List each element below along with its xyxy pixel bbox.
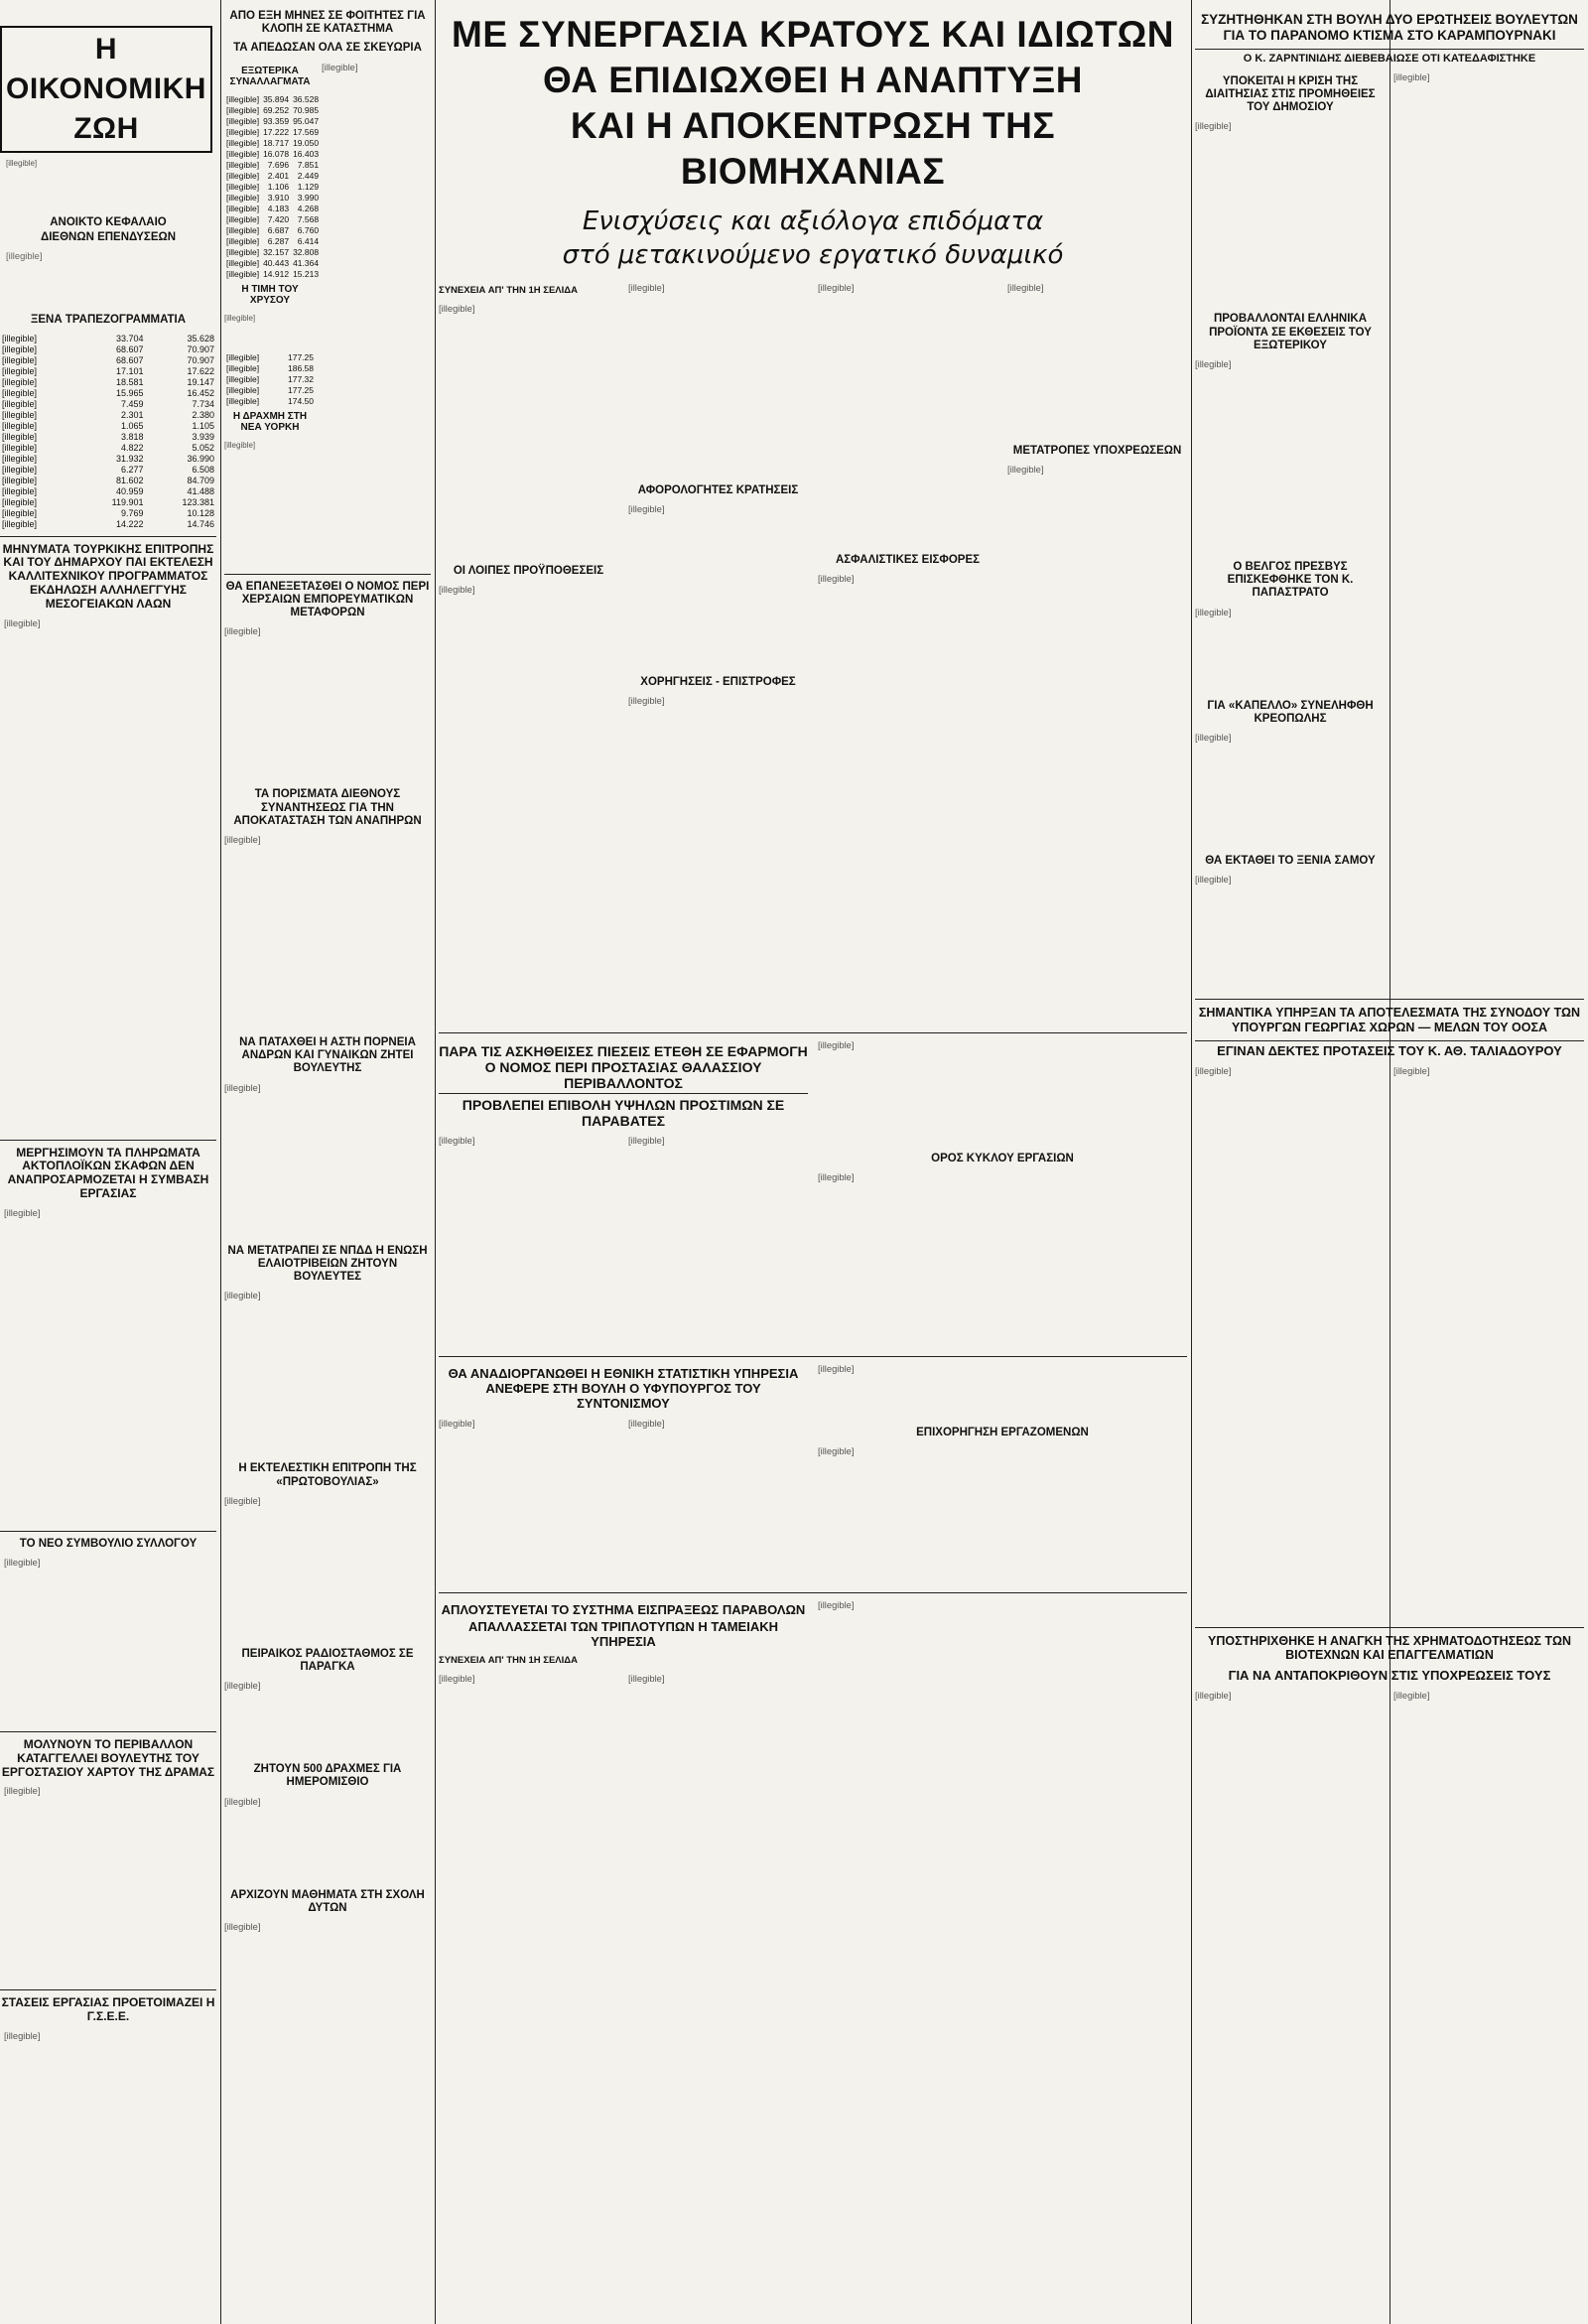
rate-value: 3.990 bbox=[297, 192, 320, 203]
rate-name: [illegible] bbox=[226, 257, 260, 268]
article-body: [illegible] bbox=[818, 1363, 855, 1375]
rate-row bbox=[224, 258, 321, 269]
article-body: [illegible] bbox=[439, 302, 475, 314]
rate-value: 7.568 bbox=[297, 213, 320, 224]
rate-value: 70.985 bbox=[293, 104, 320, 115]
rate-row bbox=[0, 410, 216, 421]
rate-value: 68.607 bbox=[115, 354, 144, 365]
rate-row bbox=[0, 476, 216, 486]
rate-name: [illegible] bbox=[226, 395, 260, 406]
rate-name: [illegible] bbox=[2, 507, 38, 518]
article-body: [illegible] bbox=[628, 1135, 665, 1147]
rate-value: 40.443 bbox=[263, 257, 290, 268]
rate-row bbox=[0, 497, 216, 508]
article-body: [illegible] bbox=[818, 282, 855, 293]
rate-row bbox=[224, 138, 321, 149]
article-body: [illegible] bbox=[628, 695, 665, 707]
rate-row bbox=[224, 160, 321, 171]
headline: ΜΕΡΓΗΣΙΜΟΥΝ ΤΑ ΠΛΗΡΩΜΑΤΑ ΑΚΤΟΠΛΟΪΚΩΝ ΣΚΑΦΩΝ ΔΕΝ ΑΝΑΠΡΟΣΑΡΜΟΖΕΤΑΙ Η ΣΥΜΒΑΣΗ ΕΡΓΑΣΙΑΣ bbox=[7, 1145, 209, 1201]
rate-value: 36.528 bbox=[293, 93, 320, 104]
article-body: [illegible] bbox=[628, 1418, 665, 1430]
rate-value: 10.128 bbox=[187, 507, 214, 518]
rate-value: 32.808 bbox=[293, 246, 320, 257]
article-body: [illegible] bbox=[1195, 1064, 1232, 1076]
rate-row bbox=[224, 396, 316, 407]
rate-value: 93.359 bbox=[263, 115, 290, 126]
rate-name: [illegible] bbox=[2, 376, 38, 387]
rate-row bbox=[0, 421, 216, 432]
rate-row bbox=[224, 94, 321, 105]
news-brief-title: ΤΑ ΑΠΕΔΩΣΑΝ ΟΛΑ ΣΕ ΣΚΕΥΩΡΙΑ bbox=[233, 42, 422, 55]
rate-row bbox=[0, 334, 216, 344]
headline: ΤΑ ΠΟΡΙΣΜΑΤΑ ΔΙΕΘΝΟΥΣ ΣΥΝΑΝΤΗΣΕΩΣ ΓΙΑ ΤΗΝ ΑΠΟΚΑΤΑΣΤΑΣΗ ΤΩΝ ΑΝΑΠΗΡΩΝ bbox=[233, 788, 422, 827]
lead-story bbox=[439, 0, 1187, 2324]
rate-value: 7.459 bbox=[120, 398, 144, 409]
rate-row bbox=[224, 149, 321, 160]
market-heading: ΔΙΕΘΝΩΝ ΕΠΕΝΔΥΣΕΩΝ bbox=[40, 231, 177, 244]
rate-name: [illegible] bbox=[2, 464, 38, 475]
rate-value: 19.050 bbox=[293, 137, 320, 148]
rate-row bbox=[0, 432, 216, 443]
rate-value: 68.607 bbox=[115, 343, 144, 354]
rate-name: [illegible] bbox=[226, 93, 260, 104]
rate-name: [illegible] bbox=[2, 333, 38, 343]
rate-value: 6.414 bbox=[297, 235, 320, 246]
rate-name: [illegible] bbox=[226, 373, 260, 384]
subhead: ΑΦΟΡΟΛΟΓΗΤΕΣ ΚΡΑΤΗΣΕΙΣ bbox=[637, 484, 799, 496]
article-body: [illegible] bbox=[628, 503, 665, 515]
rate-row bbox=[0, 519, 216, 530]
headline: ΓΙΑ «ΚΑΠΕΛΛΟ» ΣΥΝΕΛΗΦΘΗ ΚΡΕΟΠΩΛΗΣ bbox=[1207, 699, 1374, 725]
rate-row bbox=[224, 105, 321, 116]
left-column bbox=[0, 0, 216, 2324]
right-columns bbox=[1195, 0, 1584, 2324]
rate-value: 6.760 bbox=[297, 224, 320, 235]
rate-name: [illegible] bbox=[2, 442, 38, 453]
rate-value: 2.449 bbox=[297, 170, 320, 181]
rate-value: 177.25 bbox=[288, 384, 314, 395]
rate-value: 177.32 bbox=[288, 373, 314, 384]
rate-value: 18.581 bbox=[115, 376, 144, 387]
article-body: [illegible] bbox=[224, 625, 261, 637]
article-body: [illegible] bbox=[439, 1135, 475, 1147]
headline: Η ΕΚΤΕΛΕΣΤΙΚΗ ΕΠΙΤΡΟΠΗ ΤΗΣ «ΠΡΩΤΟΒΟΥΛΙΑΣ» bbox=[238, 1462, 417, 1488]
article-body: [illegible] bbox=[1393, 70, 1430, 82]
rate-name: [illegible] bbox=[226, 268, 260, 279]
masthead-side-notes: [illegible] bbox=[6, 159, 38, 168]
rate-value: 81.602 bbox=[115, 475, 144, 485]
rate-row bbox=[224, 236, 321, 247]
article-body: [illegible] bbox=[4, 1557, 41, 1569]
headline: ΥΠΟΚΕΙΤΑΙ Η ΚΡΙΣΗ ΤΗΣ ΔΙΑΙΤΗΣΙΑΣ ΣΤΙΣ ΠΡΟΜΗΘΕΙΕΣ ΤΟΥ ΔΗΜΟΣΙΟΥ bbox=[1205, 74, 1376, 114]
rate-value: 41.488 bbox=[187, 485, 214, 496]
rate-row bbox=[224, 193, 321, 204]
rate-value: 4.268 bbox=[297, 203, 320, 213]
rate-value: 14.746 bbox=[187, 518, 214, 529]
rate-value: 9.769 bbox=[120, 507, 144, 518]
article-body: [illegible] bbox=[628, 282, 665, 293]
rate-value: 186.58 bbox=[288, 362, 314, 373]
article-body: [illegible] bbox=[1195, 732, 1232, 744]
article-body: [illegible] bbox=[322, 61, 358, 72]
rate-value: 32.157 bbox=[263, 246, 290, 257]
lead-title: ΘΑ ΕΠΙΔΙΩΧΘΕΙ Η ΑΝΑΠΤΥΞΗ bbox=[542, 60, 1084, 100]
rate-value: 14.912 bbox=[263, 268, 290, 279]
rate-name: [illegible] bbox=[2, 409, 38, 420]
exchange-rates-table bbox=[224, 94, 321, 280]
rate-row bbox=[224, 363, 316, 374]
rate-value: 2.380 bbox=[192, 409, 214, 420]
rate-value: 35.894 bbox=[263, 93, 290, 104]
rate-value: 84.709 bbox=[187, 475, 214, 485]
market-heading: ΞΕΝΑ ΤΡΑΠΕΖΟΓΡΑΜΜΑΤΙΑ bbox=[30, 314, 187, 327]
rate-row bbox=[224, 269, 321, 280]
headline: ΕΓΙΝΑΝ ΔΕΚΤΕΣ ΠΡΟΤΑΣΕΙΣ ΤΟΥ Κ. ΑΘ. ΤΑΛΙΑΔΟΥΡΟΥ bbox=[1195, 1040, 1584, 1059]
rate-value: 16.403 bbox=[293, 148, 320, 159]
rate-value: 17.101 bbox=[115, 365, 144, 376]
story-title: ΘΑ ΑΝΑΔΙΟΡΓΑΝΩΘΕΙ Η ΕΘΝΙΚΗ ΣΤΑΤΙΣΤΙΚΗ ΥΠΗΡΕΣΙΑ ΑΝΕΦΕΡΕ ΣΤΗ ΒΟΥΛΗ Ο ΥΦΥΠΟΥΡΓΟΣ ΤΟΥ ΣΥΝΤΟΝΙΣΜΟΥ bbox=[448, 1366, 799, 1412]
rate-row bbox=[224, 171, 321, 182]
headline: ΘΑ ΕΠΑΝΕΞΕΤΑΣΘΕΙ Ο ΝΟΜΟΣ ΠΕΡΙ ΧΕΡΣΑΙΩΝ ΕΜΠΟΡΕΥΜΑΤΙΚΩΝ ΜΕΤΑΦΟΡΩΝ bbox=[225, 580, 430, 619]
rate-row bbox=[0, 366, 216, 377]
rate-value: 17.222 bbox=[263, 126, 290, 137]
article-body: [illegible] bbox=[4, 1206, 41, 1218]
rate-name: [illegible] bbox=[2, 387, 38, 398]
lead-deck-line: στό μετακινούμενο εργατικό δυναμικό bbox=[562, 240, 1064, 270]
rates-title: ΕΞΩΤΕΡΙΚΑ ΣΥΝΑΛΛΑΓΜΑΤΑ bbox=[229, 65, 311, 88]
rate-value: 6.508 bbox=[192, 464, 214, 475]
rate-name: [illegible] bbox=[226, 224, 260, 235]
subhead: ΟΙ ΛΟΙΠΕΣ ΠΡΟΫΠΟΘΕΣΕΙΣ bbox=[453, 564, 604, 577]
drachma-notes: [illegible] bbox=[224, 440, 256, 450]
story-title: Ο ΝΟΜΟΣ ΠΕΡΙ ΠΡΟΣΤΑΣΙΑΣ ΘΑΛΑΣΣΙΟΥ ΠΕΡΙΒΑΛΛΟΝΤΟΣ bbox=[484, 1059, 762, 1092]
lead-body bbox=[439, 282, 1187, 1026]
rate-value: 18.717 bbox=[263, 137, 290, 148]
rate-name: [illegible] bbox=[2, 496, 38, 507]
article-body: [illegible] bbox=[818, 1039, 855, 1050]
rate-name: [illegible] bbox=[2, 518, 38, 529]
headline: Ο ΒΕΛΓΟΣ ΠΡΕΣΒΥΣ ΕΠΙΣΚΕΦΘΗΚΕ ΤΟΝ Κ. ΠΑΠΑΣΤΡΑΤΟ bbox=[1227, 560, 1354, 600]
rate-name: [illegible] bbox=[2, 354, 38, 365]
rate-name: [illegible] bbox=[2, 365, 38, 376]
rate-value: 177.25 bbox=[288, 351, 314, 362]
article-body: [illegible] bbox=[224, 1494, 261, 1506]
rate-name: [illegible] bbox=[226, 104, 260, 115]
headline: ΥΠΟΣΤΗΡΙΧΘΗΚΕ Η ΑΝΑΓΚΗ ΤΗΣ ΧΡΗΜΑΤΟΔΟΤΗΣΕΩΣ ΤΩΝ ΒΙΟΤΕΧΝΩΝ ΚΑΙ ΕΠΑΓΓΕΛΜΑΤΙΩΝ bbox=[1207, 1633, 1571, 1663]
subhead: ΧΟΡΗΓΗΣΕΙΣ - ΕΠΙΣΤΡΟΦΕΣ bbox=[640, 676, 796, 689]
rate-row bbox=[224, 182, 321, 193]
subhead: ΑΣΦΑΛΙΣΤΙΚΕΣ ΕΙΣΦΟΡΕΣ bbox=[835, 554, 981, 566]
subhead: ΜΕΤΑΤΡΟΠΕΣ ΥΠΟΧΡΕΩΣΕΩΝ bbox=[1012, 445, 1182, 457]
rate-name: [illegible] bbox=[226, 137, 260, 148]
article-body: [illegible] bbox=[818, 1445, 855, 1457]
rate-name: [illegible] bbox=[226, 115, 260, 126]
rate-row bbox=[0, 486, 216, 497]
rate-name: [illegible] bbox=[2, 485, 38, 496]
rate-value: 36.990 bbox=[187, 453, 214, 464]
headline: ΠΕΙΡΑΙΚΟΣ ΡΑΔΙΟΣΤΑΘΜΟΣ ΣΕ ΠΑΡΑΓΚΑ bbox=[241, 1647, 414, 1673]
rate-name: [illegible] bbox=[226, 246, 260, 257]
headline: ΣΗΜΑΝΤΙΚΑ ΥΠΗΡΞΑΝ ΤΑ ΑΠΟΤΕΛΕΣΜΑΤΑ ΤΗΣ ΣΥΝΟΔΟΥ ΤΩΝ ΥΠΟΥΡΓΩΝ ΓΕΩΡΓΙΑΣ ΧΩΡΩΝ — ΜΕΛΩΝ ΤΟΥ ΟΟΣΑ bbox=[1198, 1006, 1581, 1034]
rate-value: 2.401 bbox=[267, 170, 290, 181]
rate-row bbox=[0, 454, 216, 465]
rate-name: [illegible] bbox=[226, 384, 260, 395]
rate-name: [illegible] bbox=[226, 170, 260, 181]
article-body: [illegible] bbox=[1195, 357, 1232, 369]
banknote-rates-table bbox=[0, 334, 216, 530]
rate-row bbox=[224, 352, 316, 363]
rate-name: [illegible] bbox=[226, 213, 260, 224]
rate-name: [illegible] bbox=[2, 431, 38, 442]
story-title: ΠΡΟΒΛΕΠΕΙ ΕΠΙΒΟΛΗ ΥΨΗΛΩΝ ΠΡΟΣΤΙΜΩΝ ΣΕ ΠΑΡΑΒΑΤΕΣ bbox=[439, 1093, 808, 1129]
rate-value: 6.277 bbox=[120, 464, 144, 475]
gold-rates-table bbox=[224, 352, 316, 407]
rate-value: 69.252 bbox=[263, 104, 290, 115]
rate-name: [illegible] bbox=[226, 192, 260, 203]
rate-row bbox=[224, 385, 316, 396]
headline: ΖΗΤΟΥΝ 500 ΔΡΑΧΜΕΣ ΓΙΑ ΗΜΕΡΟΜΙΣΘΙΟ bbox=[253, 1763, 402, 1789]
rate-value: 40.959 bbox=[115, 485, 144, 496]
rate-value: 70.907 bbox=[187, 343, 214, 354]
headline: ΜΗΝΥΜΑΤΑ ΤΟΥΡΚΙΚΗΣ ΕΠΙΤΡΟΠΗΣ ΚΑΙ ΤΟΥ ΔΗΜΑΡΧΟΥ ΠΑΙ ΕΚΤΕΛΕΣΗ ΚΑΛΛΙΤΕΧΝΙΚΟΥ ΠΡΟΓΡΑΜΜΑΤΟΣ ΕΚΔΗΛΩΣΗ ΑΛΛΗΛΕΓΓΥΗΣ ΜΕΣΟΓΕΙΑΚΩΝ ΛΑΩΝ bbox=[2, 541, 214, 611]
fund-notes: [illegible] bbox=[6, 250, 43, 262]
headline: ΠΡΟΒΑΛΛΟΝΤΑΙ ΕΛΛΗΝΙΚΑ ΠΡΟΪΟΝΤΑ ΣΕ ΕΚΘΕΣΕΙΣ ΤΟΥ ΕΞΩΤΕΡΙΚΟΥ bbox=[1209, 313, 1372, 351]
story-subtitle: Ο Κ. ΖΑΡΝΤΙΝΙΔΗΣ ΔΙΕΒΕΒΑΙΩΣΕ ΟΤΙ ΚΑΤΕΔΑΦΙΣΤΗΚΕ bbox=[1195, 49, 1584, 66]
column-rule bbox=[220, 0, 221, 2324]
article-body: [illegible] bbox=[1195, 606, 1232, 617]
continuation-note: ΣΥΝΕΧΕΙΑ ΑΠ' ΤΗΝ 1Η ΣΕΛΙΔΑ bbox=[439, 285, 578, 296]
article-body: [illegible] bbox=[224, 1795, 261, 1807]
column-rule bbox=[435, 0, 436, 2324]
article-body: [illegible] bbox=[224, 1921, 261, 1933]
rate-value: 3.939 bbox=[192, 431, 214, 442]
rate-value: 7.696 bbox=[267, 159, 290, 170]
rate-value: 17.569 bbox=[293, 126, 320, 137]
rate-value: 7.851 bbox=[297, 159, 320, 170]
subhead: ΕΠΙΧΟΡΗΓΗΣΗ ΕΡΓΑΖΟΜΕΝΩΝ bbox=[916, 1427, 1089, 1439]
lead-deck-line: Ενισχύσεις και αξιόλογα επιδόματα bbox=[582, 206, 1044, 236]
article-body: [illegible] bbox=[818, 1599, 855, 1611]
rate-value: 3.818 bbox=[120, 431, 144, 442]
rate-row bbox=[0, 355, 216, 366]
column-rule bbox=[1191, 0, 1192, 2324]
headline: ΘΑ ΕΚΤΑΘΕΙ ΤΟ ΞΕΝΙΑ ΣΑΜΟΥ bbox=[1205, 855, 1376, 868]
article-body: [illegible] bbox=[439, 1672, 475, 1684]
rate-name: [illegible] bbox=[2, 420, 38, 431]
story-title: ΑΠΛΟΥΣΤΕΥΕΤΑΙ ΤΟ ΣΥΣΤΗΜΑ ΕΙΣΠΡΑΞΕΩΣ ΠΑΡΑΒΟΛΩΝ bbox=[441, 1602, 806, 1618]
rate-value: 6.287 bbox=[267, 235, 290, 246]
rate-name: [illegible] bbox=[2, 453, 38, 464]
article-body: [illegible] bbox=[1393, 1064, 1430, 1076]
rate-value: 1.065 bbox=[120, 420, 144, 431]
rate-value: 7.420 bbox=[267, 213, 290, 224]
gold-title: Η ΤΙΜΗ ΤΟΥ ΧΡΥΣΟΥ bbox=[241, 283, 299, 307]
headline: ΝΑ ΠΑΤΑΧΘΕΙ Η ΑΣΤΗ ΠΟΡΝΕΙΑ ΑΝΔΡΩΝ ΚΑΙ ΓΥΝΑΙΚΩΝ ΖΗΤΕΙ ΒΟΥΛΕΥΤΗΣ bbox=[239, 1035, 416, 1075]
rate-row bbox=[0, 344, 216, 355]
rate-value: 33.704 bbox=[115, 333, 144, 343]
rate-value: 95.047 bbox=[293, 115, 320, 126]
rate-row bbox=[224, 225, 321, 236]
rate-value: 1.106 bbox=[267, 181, 290, 192]
headline: ΣΤΑΣΕΙΣ ΕΡΓΑΣΙΑΣ ΠΡΟΕΤΟΙΜΑΖΕΙ Η Γ.Σ.Ε.Ε. bbox=[1, 1995, 215, 2024]
rate-value: 3.910 bbox=[267, 192, 290, 203]
rate-value: 1.129 bbox=[297, 181, 320, 192]
rate-name: [illegible] bbox=[2, 343, 38, 354]
article-body: [illegible] bbox=[1195, 1689, 1232, 1701]
rate-value: 4.183 bbox=[267, 203, 290, 213]
rate-value: 174.50 bbox=[288, 395, 314, 406]
continuation-note: ΣΥΝΕΧΕΙΑ ΑΠ' ΤΗΝ 1Η ΣΕΛΙΔΑ bbox=[439, 1654, 578, 1666]
article-body: [illegible] bbox=[439, 1418, 475, 1430]
rate-value: 35.628 bbox=[187, 333, 214, 343]
rate-value: 15.965 bbox=[115, 387, 144, 398]
rate-name: [illegible] bbox=[226, 148, 260, 159]
rate-row bbox=[224, 116, 321, 127]
rate-value: 31.932 bbox=[115, 453, 144, 464]
rate-value: 4.822 bbox=[120, 442, 144, 453]
drachma-title: Η ΔΡΑΧΜΗ ΣΤΗ ΝΕΑ ΥΟΡΚΗ bbox=[232, 410, 308, 434]
article-body: [illegible] bbox=[224, 833, 261, 845]
rate-value: 6.687 bbox=[267, 224, 290, 235]
masthead-title: Η ΟΙΚΟΝΟΜΙΚΗ ΖΩΗ bbox=[0, 26, 212, 153]
headline: ΑΡΧΙΖΟΥΝ ΜΑΘΗΜΑΤΑ ΣΤΗ ΣΧΟΛΗ ΔΥΤΩΝ bbox=[230, 1888, 425, 1914]
rate-name: [illegible] bbox=[226, 203, 260, 213]
story-title: ΠΑΡΑ ΤΙΣ ΑΣΚΗΘΕΙΣΕΣ ΠΙΕΣΕΙΣ ΕΤΕΘΗ ΣΕ ΕΦΑΡΜΟΓΗ bbox=[439, 1043, 808, 1059]
article-body: [illegible] bbox=[818, 1171, 855, 1183]
rate-row bbox=[0, 399, 216, 410]
rate-name: [illegible] bbox=[2, 475, 38, 485]
second-column bbox=[224, 0, 431, 2324]
rate-value: 1.105 bbox=[192, 420, 214, 431]
article-body: [illegible] bbox=[1195, 120, 1232, 132]
subhead: ΟΡΟΣ ΚΥΚΛΟΥ ΕΡΓΑΣΙΩΝ bbox=[931, 1153, 1074, 1164]
rate-name: [illegible] bbox=[226, 362, 260, 373]
headline: ΜΟΛΥΝΟΥΝ ΤΟ ΠΕΡΙΒΑΛΛΟΝ ΚΑΤΑΓΓΕΛΛΕΙ ΒΟΥΛΕΥΤΗΣ ΤΟΥ ΕΡΓΟΣΤΑΣΙΟΥ ΧΑΡΤΟΥ ΤΗΣ ΔΡΑΜΑΣ bbox=[1, 1737, 215, 1779]
rate-value: 7.734 bbox=[192, 398, 214, 409]
rate-value: 14.222 bbox=[115, 518, 144, 529]
rate-name: [illegible] bbox=[226, 126, 260, 137]
rate-row bbox=[224, 247, 321, 258]
lead-title: ΜΕ ΣΥΝΕΡΓΑΣΙΑ ΚΡΑΤΟΥΣ ΚΑΙ ΙΔΙΩΤΩΝ bbox=[452, 14, 1174, 55]
article-body: [illegible] bbox=[224, 1290, 261, 1301]
rate-value: 41.364 bbox=[293, 257, 320, 268]
rate-row bbox=[0, 388, 216, 399]
rate-row bbox=[224, 374, 316, 385]
article-body: [illegible] bbox=[1007, 282, 1044, 293]
rate-value: 119.901 bbox=[111, 496, 144, 507]
rate-name: [illegible] bbox=[2, 398, 38, 409]
rate-value: 16.078 bbox=[263, 148, 290, 159]
market-heading: ΑΝΟΙΚΤΟ ΚΕΦΑΛΑΙΟ bbox=[50, 216, 167, 228]
rate-row bbox=[224, 214, 321, 225]
lead-title: ΚΑΙ Η ΑΠΟΚΕΝΤΡΩΣΗ ΤΗΣ ΒΙΟΜΗΧΑΝΙΑΣ bbox=[570, 105, 1056, 192]
rate-row bbox=[0, 465, 216, 476]
rate-row bbox=[224, 127, 321, 138]
article-body: [illegible] bbox=[1007, 464, 1044, 476]
rate-value: 16.452 bbox=[187, 387, 214, 398]
rate-name: [illegible] bbox=[226, 159, 260, 170]
article-body: [illegible] bbox=[1195, 874, 1232, 886]
rate-value: 5.052 bbox=[192, 442, 214, 453]
story-title: ΑΠΑΛΛΑΣΣΕΤΑΙ ΤΩΝ ΤΡΙΠΛΟΤΥΠΩΝ Η ΤΑΜΕΙΑΚΗ ΥΠΗΡΕΣΙΑ bbox=[468, 1618, 778, 1649]
rate-row bbox=[224, 204, 321, 214]
story-title: ΣΥΖΗΤΗΘΗΚΑΝ ΣΤΗ ΒΟΥΛΗ ΔΥΟ ΕΡΩΤΗΣΕΙΣ ΒΟΥΛΕΥΤΩΝ ΓΙΑ ΤΟ ΠΑΡΑΝΟΜΟ ΚΤΙΣΜΑ ΣΤΟ ΚΑΡΑΜΠΟΥΡΝΑΚΙ bbox=[1201, 12, 1578, 43]
rate-value: 70.907 bbox=[187, 354, 214, 365]
rate-row bbox=[0, 508, 216, 519]
article-body: [illegible] bbox=[4, 2030, 41, 2042]
headline: ΤΟ ΝΕΟ ΣΥΜΒΟΥΛΙΟ ΣΥΛΛΟΓΟΥ bbox=[19, 1537, 198, 1550]
rate-name: [illegible] bbox=[226, 181, 260, 192]
rate-value: 17.622 bbox=[187, 365, 214, 376]
rate-value: 123.381 bbox=[182, 496, 214, 507]
headline: ΓΙΑ ΝΑ ΑΝΤΑΠΟΚΡΙΘΟΥΝ ΣΤΙΣ ΥΠΟΧΡΕΩΣΕΙΣ ΤΟΥΣ bbox=[1228, 1667, 1551, 1683]
article-body: [illegible] bbox=[628, 1672, 665, 1684]
rate-row bbox=[0, 377, 216, 388]
news-brief-title: ΑΠΟ ΕΞΗ ΜΗΝΕΣ ΣΕ ΦΟΙΤΗΤΕΣ ΓΙΑ ΚΛΟΠΗ ΣΕ ΚΑΤΑΣΤΗΜΑ bbox=[229, 10, 426, 36]
article-body: [illegible] bbox=[224, 1081, 261, 1093]
rate-value: 19.147 bbox=[187, 376, 214, 387]
article-body: [illegible] bbox=[818, 573, 855, 585]
article-body: [illegible] bbox=[439, 584, 475, 596]
rate-name: [illegible] bbox=[226, 351, 260, 362]
article-body: [illegible] bbox=[224, 1680, 261, 1692]
rate-value: 2.301 bbox=[120, 409, 144, 420]
headline: ΝΑ ΜΕΤΑΤΡΑΠΕΙ ΣΕ ΝΠΔΔ Η ΕΝΩΣΗ ΕΛΑΙΟΤΡΙΒΕΙΩΝ ΖΗΤΟΥΝ ΒΟΥΛΕΥΤΕΣ bbox=[227, 1244, 428, 1284]
rate-value: 15.213 bbox=[293, 268, 320, 279]
gold-notes: [illegible] bbox=[224, 313, 256, 323]
lead-deck bbox=[439, 205, 1187, 272]
article-body: [illegible] bbox=[4, 1785, 41, 1797]
article-body: [illegible] bbox=[4, 616, 41, 628]
rate-name: [illegible] bbox=[226, 235, 260, 246]
rate-row bbox=[0, 443, 216, 454]
article-body: [illegible] bbox=[1393, 1689, 1430, 1701]
